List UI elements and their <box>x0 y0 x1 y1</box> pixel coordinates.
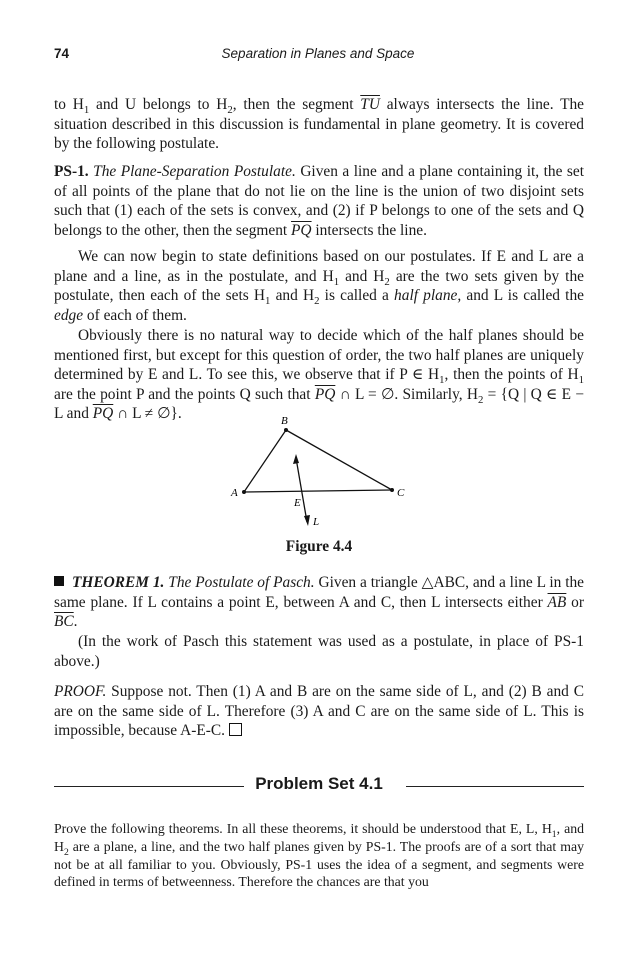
postulate-title: The Plane-Separation Postulate. <box>93 163 296 180</box>
page-number: 74 <box>54 46 70 61</box>
label-b: B <box>281 415 288 427</box>
segment-bc <box>286 430 392 490</box>
point-b <box>284 428 288 432</box>
theorem-marker-icon <box>54 576 64 586</box>
running-title: Separation in Planes and Space <box>221 46 415 61</box>
proof-paragraph: PROOF. Suppose not. Then (1) A and B are on the same side of L, and (2) B and C are on the same side of L. Therefore (3) A and C are on the same side of L. This is impossible, because A-E-C. <box>54 683 584 740</box>
theorem-title: The Postulate of Pasch. <box>168 574 315 591</box>
half-plane-paragraph: Obviously there is no natural way to decide which of the half planes should be mentioned first, but except for this question of order, the two half planes are uniquely determined by E and L. To see this, we observe that if P ∈ $H_1$, then the points of $H_1$ are the point P and the points Q such that $\overline{PQ}$ ∩ L = ∅. Similarly, $H_2 = \{Q$ | Q ∈ E − L and $\overline{PQ}$ ∩ L ≠ ∅}. <box>54 327 585 423</box>
line-l <box>296 458 307 522</box>
point-a <box>242 490 246 494</box>
intro-paragraph: to $H_1$ and U belongs to $H_2$, then the segment $\overline{TU}$ always intersects the line. The situation described in this discussion is fundamental in plane geometry. It is covered by the following postulate. <box>54 96 585 153</box>
figure-4-4 <box>54 408 584 530</box>
postulate-paragraph: PS-1. The Plane-Separation Postulate. Given a line and a plane containing it, the set of all points of the plane that do not lie on the line is the union of two disjoint sets such that (1) each of the sets is convex, and (2) if P belongs to one of the sets and Q belongs to the other, then the segment $\overline{PQ}$ intersects the line. <box>54 163 584 239</box>
theorem-note: (In the work of Pasch this statement was used as a postulate, in place of PS-1 above.) <box>54 633 584 670</box>
line-l-arrow-top <box>293 454 299 464</box>
label-e: E <box>294 497 301 509</box>
theorem-paragraph: THEOREM 1. The Postulate of Pasch. Given a triangle △ABC, and a line L in the same plane. If L contains a point E, between A and C, then L intersects either $\overline{AB}$ or $\overline{BC}$. <box>54 574 584 631</box>
problem-set-heading <box>54 773 584 797</box>
problem-set-intro: Prove the following theorems. In all these theorems, it should be understood that E, L, $H_1$, and $H_2$ are a plane, a line, and the two half planes given by PS-1. The proofs are of a sort that may not be at all familiar to you. Obviously, PS-1 uses the idea of a segment, and segments were defined in terms of betweenness. Therefore the chances are that you <box>54 821 584 890</box>
definition-paragraph: We can now begin to state definitions based on our postulates. If E and L are a plane and a line, as in the postulate, and $H_1$ and $H_2$ are the two sets given by the postulate, then each of the sets $H_1$ and $H_2$ is called a half plane, and L is called the edge of each of them. <box>54 248 584 324</box>
point-c <box>390 488 394 492</box>
proof-label: PROOF. <box>54 683 107 700</box>
triangle-diagram <box>54 408 584 530</box>
postulate-label: PS-1. <box>54 163 89 180</box>
end-of-proof-icon <box>229 723 242 736</box>
theorem-heading: THEOREM 1. <box>72 574 165 591</box>
label-c: C <box>397 487 405 499</box>
line-l-arrow-bottom <box>304 515 310 526</box>
running-header <box>54 46 582 68</box>
problem-set-title: Problem Set 4.1 <box>247 774 391 793</box>
segment-ab <box>244 430 286 492</box>
figure-caption: Figure 4.4 <box>285 538 353 555</box>
label-l: L <box>313 516 320 528</box>
segment-ac <box>244 490 392 492</box>
label-a: A <box>231 487 238 499</box>
